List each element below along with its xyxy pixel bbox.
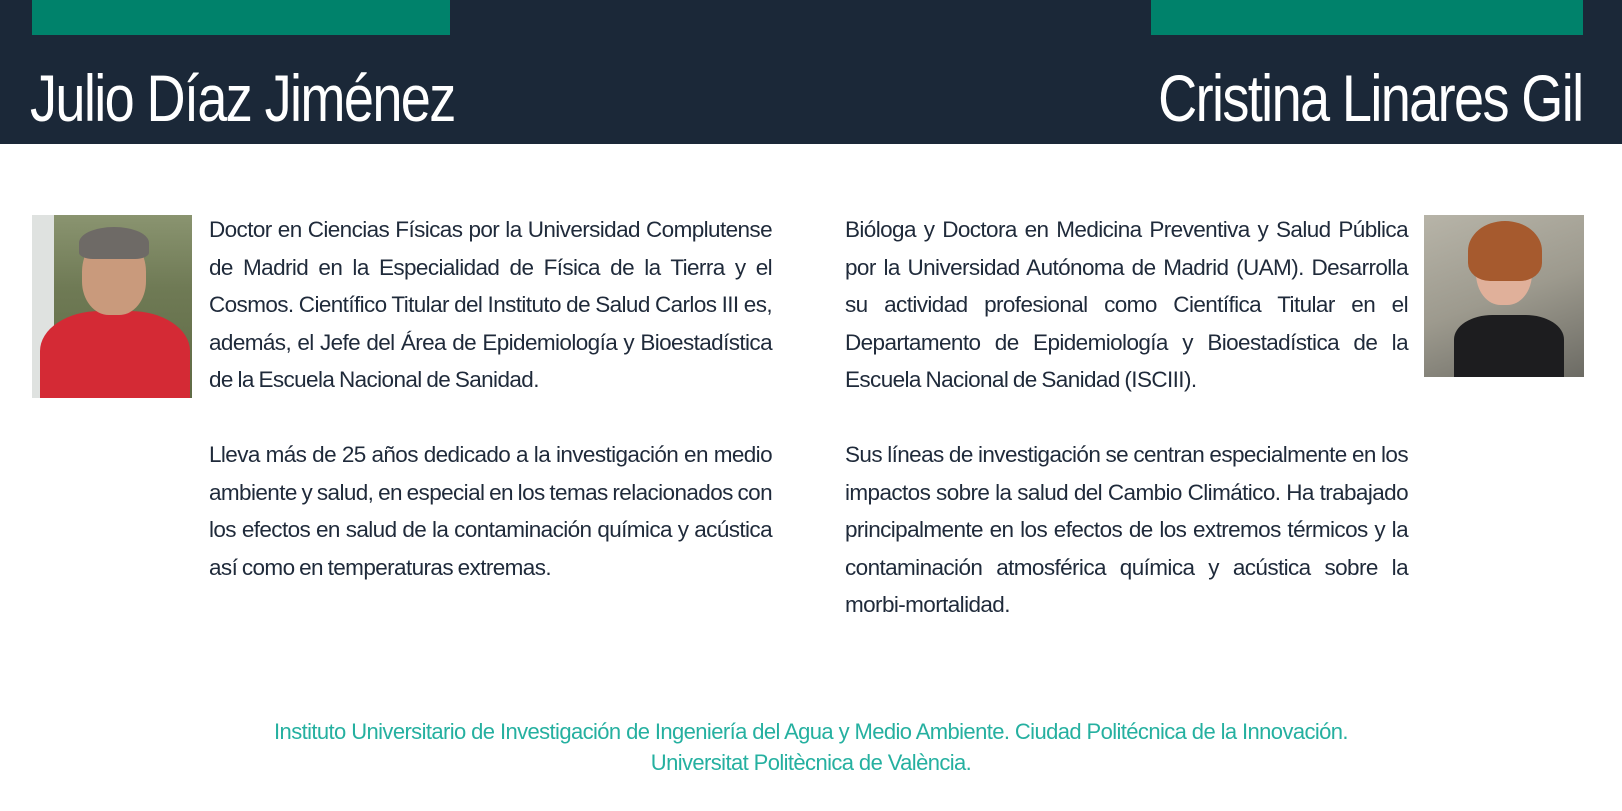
- accent-bar-left: [32, 0, 450, 35]
- photo-top: [1454, 315, 1564, 377]
- photo-shirt: [40, 311, 190, 398]
- right-person-photo: [1424, 215, 1584, 377]
- footer-line-1: Instituto Universitario de Investigación de Ingeniería del Agua y Medio Ambiente. Ciudad Politécnica de la Innovación.: [274, 719, 1348, 744]
- left-bio-paragraph-1: Doctor en Ciencias Físicas por la Universidad Complutense de Madrid en la Especialidad de Física de la Tierra y el Cosmos. Científico Titular del Instituto de Salud Carlos III es, además, el Jefe del Área de Epidemiología y Bioestadística de la Escuela Nacional de Sanidad.: [209, 217, 772, 392]
- footer-line-2: Universitat Politècnica de València.: [650, 750, 972, 775]
- right-bio-paragraph-2: Sus líneas de investigación se centran especialmente en los impactos sobre la salud del Cambio Climático. Ha trabajado principalmente en los efectos de los extremos térmicos y la contaminación atmosférica química y acústica sobre la morbi-mortalidad.: [845, 442, 1408, 617]
- header-banner: [0, 0, 1622, 144]
- photo-hair: [1468, 221, 1542, 281]
- right-person-name: Cristina Linares Gil: [1158, 61, 1583, 135]
- accent-bar-right: [1151, 0, 1583, 35]
- right-bio-paragraph-1: Bióloga y Doctora en Medicina Preventiva y Salud Pública por la Universidad Autónoma de Madrid (UAM). Desarrolla su actividad profesional como Científica Titular en el Departamento de Epidemiología y Bioestadística de la Escuela Nacional de Sanidad (ISCIII).: [845, 217, 1408, 392]
- left-person-bio: [209, 211, 772, 586]
- photo-hair: [79, 227, 149, 259]
- left-person-photo: [32, 215, 192, 398]
- left-person-name: Julio Díaz Jiménez: [30, 61, 455, 135]
- footer-institution: [0, 716, 1622, 778]
- right-person-bio: [845, 211, 1408, 624]
- left-bio-paragraph-2: Lleva más de 25 años dedicado a la investigación en medio ambiente y salud, en especial en los temas relacionados con los efectos en salud de la contaminación química y acústica así como en temperaturas extremas.: [209, 442, 772, 580]
